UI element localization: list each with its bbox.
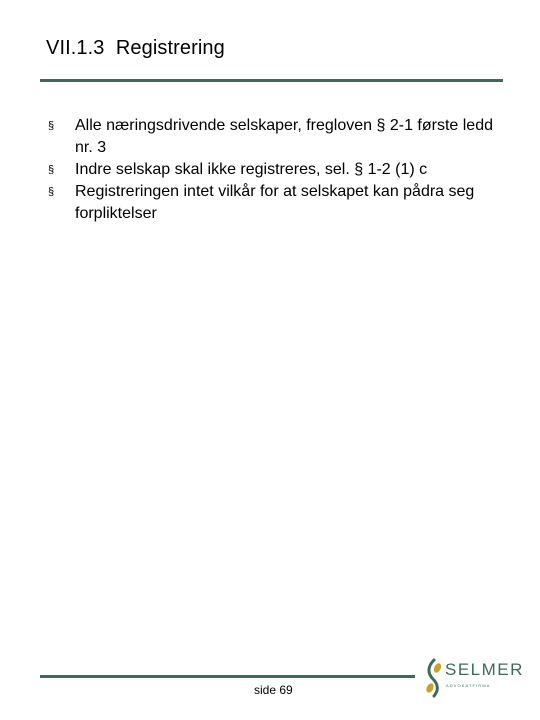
- page-number: side 69: [254, 683, 293, 697]
- bullet-item: [48, 159, 508, 181]
- bullet-text: Alle næringsdrivende selskaper, fregloven § 2-1 første ledd nr. 3: [75, 117, 493, 156]
- title-divider: [40, 79, 503, 82]
- selmer-logo: [425, 656, 524, 700]
- bullet-list: [48, 115, 508, 225]
- bullet-marker: §: [48, 164, 55, 176]
- bullet-text: Indre selskap skal ikke registreres, sel. § 1-2 (1) c: [75, 161, 428, 178]
- bullet-item: [48, 115, 508, 159]
- logo-tagline: ADVOKATFIRMA: [446, 683, 491, 688]
- logo-name: SELMER: [445, 660, 524, 679]
- selmer-leaf-icon: [425, 658, 443, 698]
- bullet-text: Registreringen intet vilkår for at selskapet kan pådra seg forpliktelser: [75, 183, 475, 222]
- footer-divider: [40, 675, 415, 678]
- bullet-item: [48, 181, 508, 225]
- slide-title: VII.1.3 Registrering: [46, 37, 225, 59]
- bullet-marker: §: [48, 120, 55, 132]
- bullet-marker: §: [48, 186, 55, 198]
